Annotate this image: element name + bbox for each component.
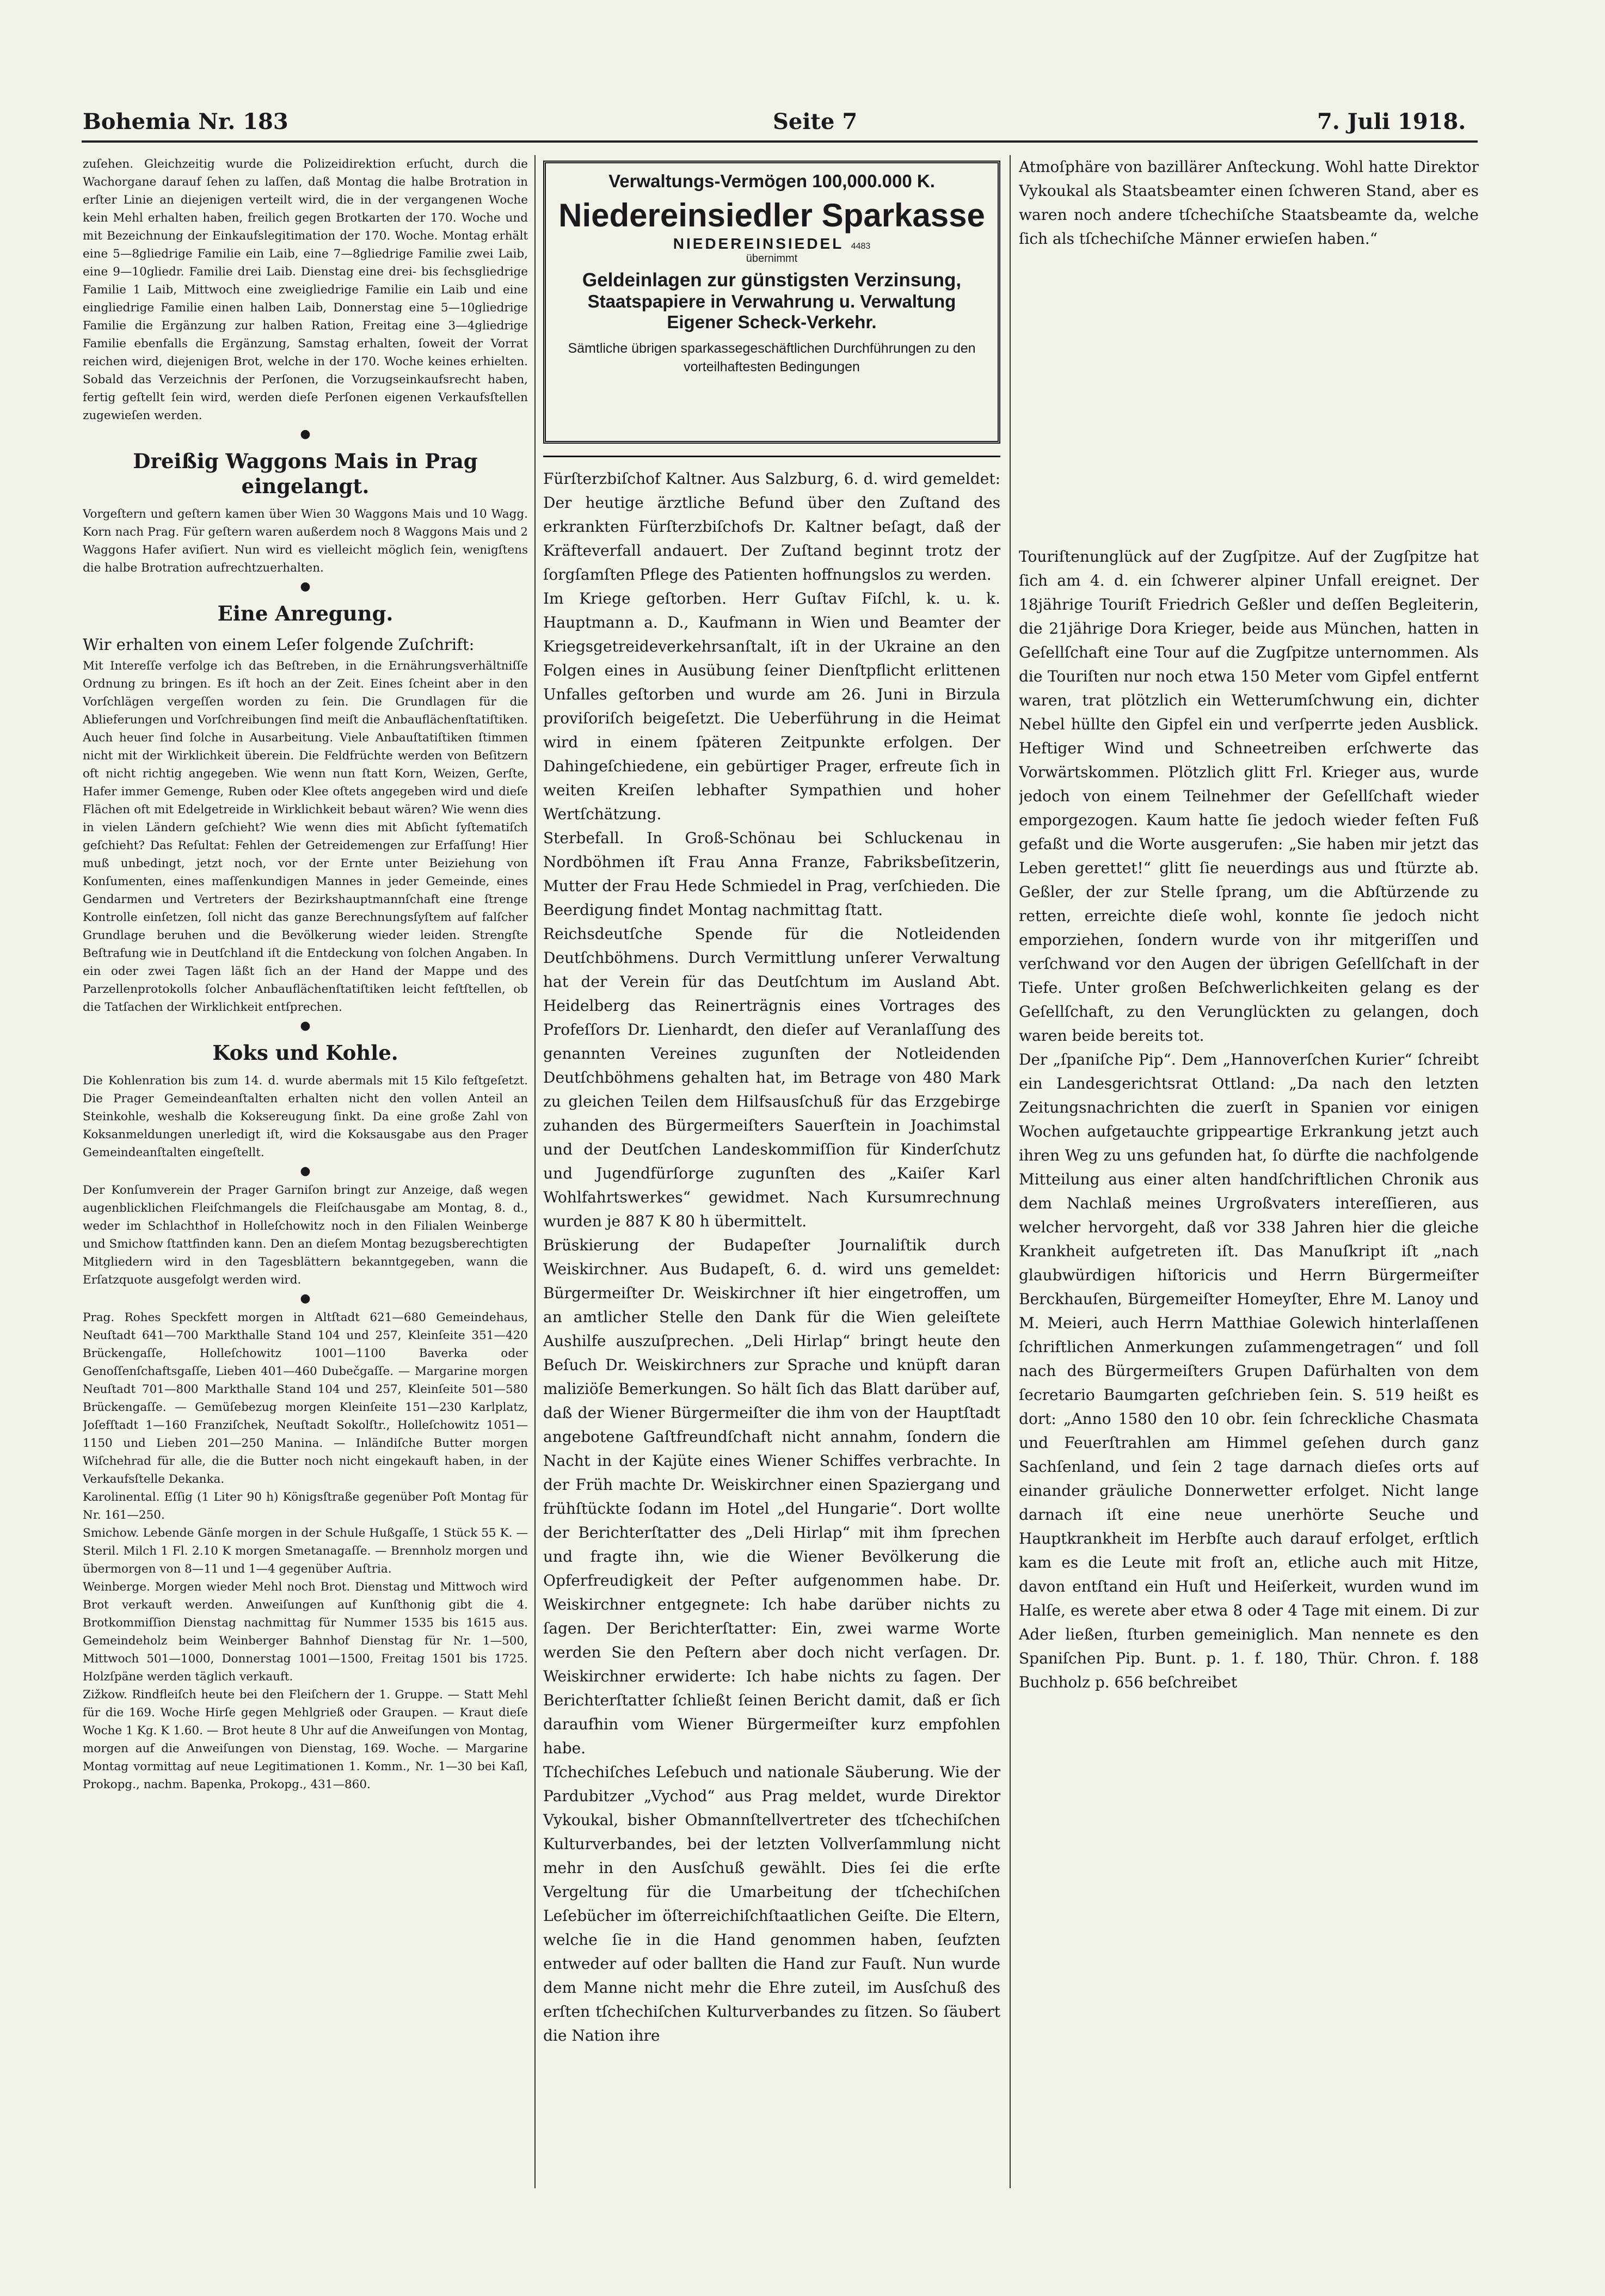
article-text: Smichow. Lebende Gänſe morgen in der Schule Hußgaſſe, 1 Stück 55 K. — Steril. Milch 1 Fl. 2.10 K morgen Smetanagaſſe. — Brennholz morgen und übermorgen von 8—11 und 1—4 gegenüber Auſtria. [83, 1526, 528, 1576]
article-text: Zižkow. Rindfleiſch heute bei den Fleiſchern der 1. Gruppe. — Statt Mehl für die 169. Woche Hirſe gegen Mehlgrieß oder Graupen. — Kraut dieſe Woche 1 Kg. K 1.60. — Brot heute 8 Uhr auf die Anweiſungen von Montag, morgen auf die Anweiſungen von Dienstag, 169. Woche. — Margarine Montag vormittag auf neue Legitimationen 1. Komm., Nr. 1—30 bei Kaſl, Prokopg., nachm. Bapenka, Prokopg., 431—860. [83, 1688, 528, 1791]
issue-date: 7. Juli 1918. [1317, 109, 1466, 134]
article-text: Die Kohlenration bis zum 14. d. wurde abermals mit 15 Kilo feſtgeſetzt. Die Prager Gemeindeanſtalten erhalten nicht den vollen Anteil an Steinkohle, weshalb die Koksereugung ſinkt. Da eine große Zahl von Koksanmeldungen unerledigt iſt, wird die Koksausgabe aus den Prager Gemeindeanſtalten eingeſtellt. [83, 1074, 528, 1159]
ad-bank-name: Niedereinsiedler Sparkasse [558, 197, 985, 234]
column-right [1019, 155, 1479, 2188]
headline: Koks und Kohle. [212, 1041, 398, 1065]
article-text: Karolinental. Eſſig (1 Liter 90 h) Königsſtraße gegenüber Poſt Montag für Nr. 161—250. [83, 1490, 528, 1522]
header-rule [82, 140, 1478, 143]
article-text: Im Kriege geſtorben. Herr Guſtav Fiſchl, k. u. k. Hauptmann a. D., Kaufmann in Wien und Beamter der Kriegsgetreideverkehrsanſtalt, iſt in der Ukraine an den Folgen eines in Ausübung ſeiner Dienſtpflicht erlittenen Unfalles geſtorben und wurde am 26. Juni in Birzula proviſoriſch beigeſetzt. Die Ueberführung in die Heimat wird in einem ſpäteren Zeitpunkte erfolgen. Der Dahingeſchiedene, ein gebürtiger Prager, erfreute ſich in weiten Kreiſen lebhafter Sympathien und hoher Wertſchätzung. [543, 590, 1000, 823]
column-left [83, 155, 528, 2188]
column-divider [1010, 155, 1011, 2188]
article-text: Tſchechiſches Leſebuch und nationale Säuberung. Wie der Pardubitzer „Vychod“ aus Prag meldet, wurde Direktor Vykoukal, bisher Obmannſtellvertreter des tſchechiſchen Kulturverbandes, bei der letzten Vollverſammlung nicht mehr in den Ausſchuß gewählt. Dies ſei die erſte Vergeltung für die Umarbeitung der tſchechiſchen Leſebücher im öſterreichiſchſtaatlichen Geiſte. Die Eltern, welche ſie in die Hand genommen haben, ſeufzten entweder auf oder ballten die Hand zur Fauſt. Nun wurde dem Manne nicht mehr die Ehre zuteil, im Ausſchuß des erſten tſchechiſchen Kulturverbandes zu ſitzen. So ſäubert die Nation ihre [543, 1763, 1000, 2045]
article-intro: Wir erhalten von einem Leſer folgende Zuſchrift: [83, 635, 475, 654]
article-text: Touriſtenunglück auf der Zugſpitze. Auf der Zugſpitze hat ſich am 4. d. ein ſchwerer alpiner Unfall ereignet. Der 18jährige Touriſt Friedrich Geßler und deſſen Begleiterin, die 21jährige Dora Krieger, beide aus München, hatten in Geſellſchaft eine Tour auf die Zugſpitze unternommen. Als die Touriſten nur noch etwa 150 Meter vom Gipfel entfernt waren, trat plötzlich ein Wetterumſchwung ein, dichter Nebel hüllte den Gipfel ein und verſperrte jeden Ausblick. Heftiger Wind und Schneetreiben erſchwerte das Vorwärtskommen. Plötzlich glitt Frl. Krieger aus, wurde jedoch von einem Teilnehmer der Geſellſchaft wieder emporgezogen. Kaum hatte ſie jedoch wieder feſten Fuß gefaßt und die Worte ausgerufen: „Sie haben mir jetzt das Leben gerettet!“ glitt ſie neuerdings aus und ſtürzte ab. Geßler, der zur Stelle ſprang, um die Abſtürzende zu retten, erreichte dieſe wohl, konnte ſie jedoch nicht emporziehen, ſondern wurde von ihr mitgeriſſen und verſchwand vor den Augen der übrigen Geſellſchaft in der Tiefe. Unter großen Beſchwerlichkeiten gelang es der Geſellſchaft, zu den Verunglückten zu gelangen, doch waren beide bereits tot. [1019, 548, 1479, 1045]
headline: Eine Anregung. [217, 601, 393, 625]
ad-deposits: Geldeinlagen zur günstigsten Verzinsung, [582, 269, 962, 291]
article-text: zuſehen. Gleichzeitig wurde die Polizeidirektion erſucht, durch die Wachorgane darauf ſehen zu laſſen, daß Montag die halbe Brotration in erſter Linie an diejenigen verteilt wird, die in der vergangenen Woche kein Mehl erhalten haben, freilich gegen Brotkarten der 170. Woche und mit Bezeichnung der Einkaufslegitimation der 170. Woche. Montag erhält eine 5—8gliedrige Familie ein Laib, eine 7—8gliedrige Familie zwei Laib, eine 9—10gliedr. Familie drei Laib. Dienstag eine drei- bis ſechsgliedrige Familie 1 Laib, Mittwoch eine zweigliedrige Familie ein Laib und eine eingliedrige Familie einen halben Laib, Donnerstag eine 5—10gliedrige Familie die Ergänzung zur halben Ration, Freitag eine 3—4gliedrige Familie ebenfalls die Ergänzung, Samstag erhalten, ſoweit der Vorrat reichen wird, diejenigen Brot, welche in der 170. Woche keines erhielten. Sobald das Verzeichnis der Perſonen, die Vorzugseinkaufsrecht haben, fertig geſtellt ſein wird, werden dieſe Perſonen eigenen Verkaufsſtellen zugewieſen werden. [83, 157, 528, 422]
separator-dot: ● [300, 427, 311, 441]
ad-securities: Staatspapiere in Verwahrung u. Verwaltung [587, 291, 956, 311]
article-text: Reichsdeutſche Spende für die Notleidenden Deutſchböhmens. Durch Vermittlung unſerer Verwaltung hat der Verein für das Deutſchtum im Ausland Abt. Heidelberg das Reinerträgnis eines Vortrages des Profeſſors Dr. Lienhardt, den dieſer auf Veranlaſſung des genannten Vereines zugunſten der Notleidenden Deutſchböhmens gehalten hat, im Betrage von 480 Mark zu gleichen Teilen dem Hilfsausſchuß für das Erzgebirge zuhanden des Bürgermeiſters Sauerſtein in Joachimstal und der Deutſchen Landeskommiſſion für Kinderſchutz und Jugendfürſorge zugunſten des „Kaiſer Karl Wohlfahrtswerkes“ gewidmet. Nach Kursumrechnung wurden je 887 K 80 h übermittelt. [543, 925, 1000, 1230]
ad-number: 4483 [851, 242, 871, 251]
section-rule [543, 456, 1000, 457]
article-text: Sterbefall. In Groß-Schönau bei Schluckenau in Nordböhmen iſt Frau Anna Franze, Fabriksbeſitzerin, Mutter der Frau Hede Schmiedel in Prag, verſchieden. Die Beerdigung findet Montag nachmittag ſtatt. [543, 829, 1000, 919]
headline: Dreißig Waggons Mais in Prag eingelangt. [133, 449, 478, 498]
article-text: Vorgeſtern und geſtern kamen über Wien 30 Waggons Mais und 10 Wagg. Korn nach Prag. Für geſtern waren außerdem noch 8 Waggons Mais und 2 Waggons Hafer aviſiert. Nun wird es vielleicht möglich ſein, wenigſtens die halbe Brotration aufrechtzuerhalten. [83, 507, 528, 575]
blank-space [1019, 251, 1479, 545]
ad-services: Sämtliche übrigen sparkassegeschäftlichen Durchführungen zu den vorteilhaftesten Bedingungen [568, 341, 976, 375]
masthead-issue: Bohemia Nr. 183 [83, 109, 288, 134]
page-number: Seite 7 [773, 109, 858, 134]
article-text: Prag. Rohes Speckfett morgen in Altſtadt 621—680 Gemeindehaus, Neuſtadt 641—700 Markthalle Stand 104 und 257, Kleinſeite 351—420 Brückengaſſe, Holleſchowitz 1001—1100 Baverka oder Genoſſenſchaftsgaſſe, Lieben 401—460 Dubečgaſſe. — Margarine morgen Neuſtadt 701—800 Markthalle Stand 104 und 257, Kleinſeite 501—580 Brückengaſſe. — Gemüſebezug morgen Kleinſeite 151—230 Karlplatz, Joſefſtadt 1—160 Franziſchek, Neuſtadt Sokolſtr., Holleſchowitz 1051—1150 und Lieben 201—250 Manina. — Inländiſche Butter morgen Wiſchehrad für alle, die die Butter noch nicht eingekauft haben, in der Verkaufsſtelle Dekanka. [83, 1311, 528, 1486]
article-text: Atmoſphäre von bazillärer Anſteckung. Wohl hatte Direktor Vykoukal als Staatsbeamter einen ſchweren Stand, aber es waren noch andere tſchechiſche Staatsbeamte da, welche ſich als tſchechiſche Männer erwieſen haben.“ [1019, 158, 1479, 248]
ad-cheque: Eigener Scheck-Verkehr. [667, 312, 877, 332]
ad-place: NIEDEREINSIEDEL [673, 235, 844, 252]
article-text: Weinberge. Morgen wieder Mehl noch Brot. Dienstag und Mittwoch wird Brot verkauft werden. Anweiſungen auf Kunſthonig gibt die 4. Brotkommiſſion Dienstag nachmittag für Nummer 1535 bis 1615 aus. Gemeindeholz beim Weinberger Bahnhof Dienstag für Nr. 1—500, Mittwoch 501—1000, Donnerstag 1001—1500, Freitag 1501 bis 1725. Holzſpäne werden täglich verkauft. [83, 1580, 528, 1684]
ad-uebernimmt: übernimmt [746, 253, 798, 265]
article-text: Brüskierung der Budapeſter Journaliſtik durch Weiskirchner. Aus Budapeſt, 6. d. wird uns gemeldet: Bürgermeiſter Dr. Weiskirchner iſt hier eingetroffen, um an amtlicher Stelle den Dank für die Wien geleiſtete Aushilfe auszuſprechen. „Deli Hirlap“ bringt heute den Beſuch Dr. Weiskirchners zur Sprache und knüpft daran maliziöſe Bemerkungen. So hält ſich das Blatt darüber auf, daß der Wiener Bürgermeiſter die ihm von der Hauptſtadt angebotene Gaſtfreundſchaft nicht annahm, ſondern die Nacht in der Kajüte eines Wiener Schiffes verbrachte. In der Früh machte Dr. Weiskirchner einen Spaziergang und frühſtückte ſodann im Hotel „del Hungarie“. Dort wollte der Berichterſtatter des „Deli Hirlap“ mit ihm ſprechen und fragte ihn, wie die Wiener Bevölkerung die Opferfreudigkeit der Peſter aufgenommen habe. Dr. Weiskirchner entgegnete: Ich habe darüber nichts zu ſagen. Der Berichterſtatter: Ein, zwei warme Worte werden Sie den Peſtern aber doch nicht verſagen. Dr. Weiskirchner erwiderte: Ich habe nichts zu ſagen. Der Berichterſtatter ſchließt ſeinen Bericht damit, daß er ſich daraufhin vom Wiener Bürgermeiſter kurz empfohlen habe. [543, 1236, 1000, 1757]
ad-capital: Verwaltungs-Vermögen 100,000.000 K. [608, 171, 935, 191]
separator-dot: ● [300, 580, 311, 593]
sparkasse-advertisement [543, 161, 1000, 444]
article-text: Fürſterzbiſchof Kaltner. Aus Salzburg, 6. d. wird gemeldet: Der heutige ärztliche Befund über den Zuſtand des erkrankten Fürſterzbiſchofs Dr. Kaltner beſagt, daß der Kräfteverfall andauert. Der Zuſtand beginnt trotz der ſorgſamſten Pflege des Patienten hoffnungslos zu werden. [543, 470, 1000, 584]
article-text: Der Konſumverein der Prager Garniſon bringt zur Anzeige, daß wegen augenblicklichen Fleiſchmangels die Fleiſchausgabe am Montag, 8. d., weder im Schlachthof in Holleſchowitz noch in den Filialen Weinberge und Smichow ſtattfinden kann. Den an dieſem Montag bezugsberechtigten Mitgliedern wird in den Tagesblättern bekanntgegeben, wann die Erſatzquote ausgefolgt werden wird. [83, 1183, 528, 1287]
column-divider [534, 155, 536, 2188]
article-text: Der „ſpaniſche Pip“. Dem „Hannoverſchen Kurier“ ſchreibt ein Landesgerichtsrat Ottland: „Da nach den letzten Zeitungsnachrichten die zuerſt in Spanien vor einigen Wochen aufgetauchte grippeartige Erkrankung jetzt auch ihren Weg zu uns gefunden hat, ſo dürfte die nachfolgende Mitteilung aus einer alten handſchriftlichen Chronik aus dem Nachlaß meines Urgroßvaters intereſſieren, aus welcher hervorgeht, daß vor 338 Jahren hier die gleiche Krankheit aufgetreten iſt. Das Manuſkript iſt „nach glaubwürdigen hiſtoricis und Herrn Bürgermeiſter Berckhauſen, Bürgemeiſter Homeyſter, Ehre M. Lanoy und M. Meieri, auch Herrn Matthiae Golewich hinterlaſſenen ſchriftlichen Anmerkungen zuſammengetragen“ und ſoll nach des Bürgermeiſters Grupen Dafürhalten von dem ſecretario Baumgarten geſchrieben ſein. S. 519 heißt es dort: „Anno 1580 den 10 obr. ſein ſchreckliche Chasmata und Feuerſtrahlen am Himmel geſehen durch ganz Sachſenland, und ſein 2 tage darnach dieſes orts auf einander gräuliche Donnerwetter erfolget. Nicht lange darnach iſt eine neue unerhörte Seuche und Hauptkrankheit im Herbſte auch darauf erfolget, erſtlich kam es die Leute mit froſt an, etliche auch mit Hitze, davon entſtand ein Huſt und Heiſerkeit, wurden wund im Halſe, es werete aber etwa 8 oder 4 Tage mit einem. Di zur Ader ließen, ſturben gemeiniglich. Man nennete es den Spaniſchen Pip. Bunt. p. 1. f. 180, Thür. Chron. f. 188 Buchholz p. 656 beſchreibet [1019, 1051, 1479, 1691]
column-middle [543, 155, 1000, 2188]
separator-dot: ● [300, 1019, 311, 1033]
article-text: Mit Intereſſe verfolge ich das Beſtreben, in die Ernährungsverhältniſſe Ordnung zu bringen. Es iſt hoch an der Zeit. Eines ſcheint aber in den Vorſchlägen vergeſſen worden zu ſein. Die Grundlagen für die Ablieferungen und Vorſchreibungen ſind meiſt die Anbauflächenſtatiſtiken. Auch heuer ſind ſolche in Ausarbeitung. Viele Anbauſtatiſtiken ſtimmen nicht mit der Wirklichkeit überein. Die Feldfrüchte werden von Beſitzern oft nicht richtig angegeben. Wie wenn nun ſtatt Korn, Weizen, Gerſte, Hafer immer Gemenge, Ruben oder Klee oſtets angegeben wird und dieſe Flächen oft mit Edelgetreide in Wirklichkeit bebaut wären? Wie wenn dies in vielen Ländern geſchieht? Wie wenn dies mit Abſicht ſyſtematiſch geſchieht? Das Reſultat: Fehlen der Getreidemengen zur Erfaſſung! Hier muß unbedingt, jetzt noch, vor der Ernte unter Beiziehung von Konſumenten, eines maſſenkundigen Mannes in jeder Gemeinde, eines Gendarmen und Vertreters der Bezirkshauptmannſchaft eine ſtrenge Kontrolle einſetzen, ſoll nicht das ganze Berechnungsſyſtem auf falſcher Grundlage beruhen und die Bevölkerung wieder leiden. Strengſte Beſtrafung wie in Deutſchland iſt die Entdeckung von ſolchen Angaben. In ein oder zwei Tagen läßt ſich an der Hand der Mappe und des Parzellenprotokolls ſolcher Anbauflächenſtatiſtiken leicht feſtſtellen, ob die Tatſachen der Wirklichkeit entſprechen. [83, 659, 528, 1014]
separator-dot: ● [300, 1164, 311, 1178]
separator-dot: ● [300, 1292, 311, 1305]
